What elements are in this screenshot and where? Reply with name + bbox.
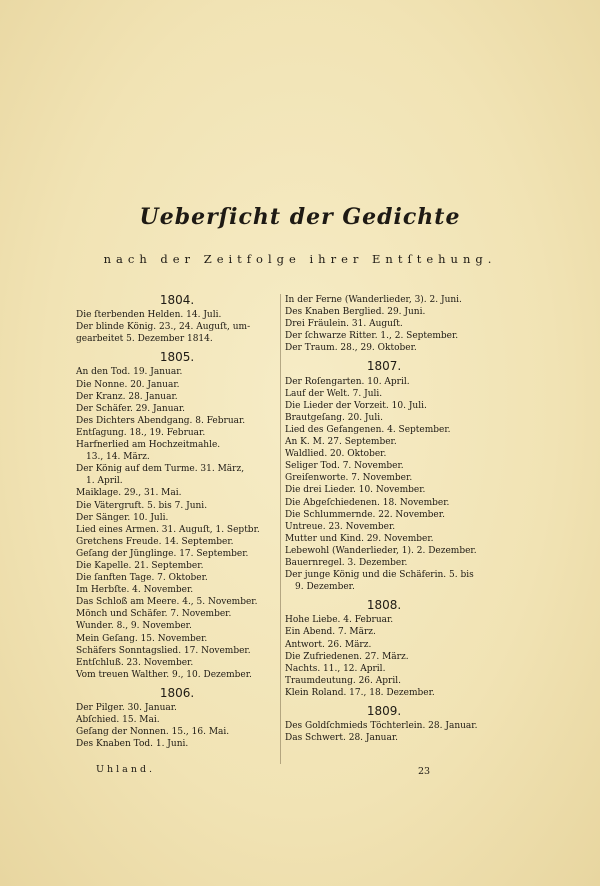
year-heading: 1809. xyxy=(366,704,402,718)
poem-entry: Lied eines Armen. 31. Auguſt, 1. Septbr. xyxy=(76,524,260,535)
poem-entry: Lauf der Welt. 7. Juli. xyxy=(285,388,383,399)
poem-entry: Der Kranz. 28. Januar. xyxy=(76,391,178,402)
year-heading: 1807. xyxy=(366,359,402,374)
column-divider xyxy=(280,294,281,764)
poem-entry: Die Zufriedenen. 27. März. xyxy=(285,651,409,662)
page-title: Ueberſicht der Gedichte xyxy=(139,204,461,230)
poem-entry: Die Vätergruft. 5. bis 7. Juni. xyxy=(76,500,208,511)
poem-entry: Wunder. 8., 9. November. xyxy=(76,621,192,632)
poem-entry: Harfnerlied am Hochzeitmahle. xyxy=(76,440,221,451)
poem-entry: An den Tod. 19. Januar. xyxy=(76,367,183,378)
poem-entry: Der Pilger. 30. Januar. xyxy=(76,703,177,713)
poem-entry: Der Schäfer. 29. Januar. xyxy=(76,403,186,414)
poem-entry: Die Kapelle. 21. September. xyxy=(76,560,204,571)
poem-entry: Mönch und Schäfer. 7. November. xyxy=(76,609,232,620)
poem-entry: Die Schlummernde. 22. November. xyxy=(285,509,445,520)
poem-entry: Geſang der Jünglinge. 17. September. xyxy=(76,548,249,559)
poem-entry: Der Traum. 28., 29. Oktober. xyxy=(285,343,417,354)
poem-entry: Entſchluß. 23. November. xyxy=(76,657,194,668)
right-column xyxy=(285,294,483,744)
year-heading: 1805. xyxy=(159,350,195,365)
footer-author: Uhland. xyxy=(96,764,156,775)
poem-entry: Schäfers Sonntagslied. 17. November. xyxy=(76,645,251,656)
poem-entry: Die Abgeſchiedenen. 18. November. xyxy=(285,497,450,508)
poem-entry: Abſchied. 15. Mai. xyxy=(76,715,160,726)
year-heading: 1808. xyxy=(366,598,402,613)
poem-entry: 9. Dezember. xyxy=(295,582,355,593)
poem-entry: An K. M. 27. September. xyxy=(285,437,397,448)
poem-entry: Brautgeſang. 20. Juli. xyxy=(285,412,383,423)
poem-entry: Bauernregel. 3. Dezember. xyxy=(285,557,408,568)
poem-entry: Das Schwert. 28. Januar. xyxy=(285,733,399,744)
left-column xyxy=(76,294,278,750)
poem-entry: Gretchens Freude. 14. September. xyxy=(76,536,234,547)
poem-entry: Untreue. 23. November. xyxy=(285,521,396,532)
poem-entry: Ein Abend. 7. März. xyxy=(285,627,376,638)
poem-entry: Der König auf dem Turme. 31. März, xyxy=(76,464,245,475)
poem-entry: Antwort. 26. März. xyxy=(285,639,372,650)
poem-entry: Die drei Lieder. 10. November. xyxy=(285,485,426,496)
year-heading: 1806. xyxy=(159,685,195,700)
poem-entry: Maiklage. 29., 31. Mai. xyxy=(76,488,182,499)
poem-entry: Lied des Gefangenen. 4. September. xyxy=(285,424,451,435)
poem-entry: Der junge König und die Schäferin. 5. bis xyxy=(285,570,474,581)
poem-entry: Die ſterbenden Helden. 14. Juli. xyxy=(76,310,222,321)
poem-entry: Die Lieder der Vorzeit. 10. Juli. xyxy=(285,400,427,411)
poem-entry: Des Dichters Abendgang. 8. Februar. xyxy=(76,415,246,426)
poem-entry: Die Nonne. 20. Januar. xyxy=(76,379,180,390)
poem-entry: Des Goldſchmieds Töchterlein. 28. Januar. xyxy=(285,721,478,732)
poem-entry: Im Herbſte. 4. November. xyxy=(76,585,194,596)
poem-entry: In der Ferne (Wanderlieder, 3). 2. Juni. xyxy=(285,295,462,305)
poem-entry: Entſagung. 18., 19. Februar. xyxy=(76,427,206,438)
year-heading: 1804. xyxy=(159,293,195,307)
poem-entry: Mutter und Kind. 29. November. xyxy=(285,533,434,544)
poem-entry: Der Sänger. 10. Juli. xyxy=(76,512,169,523)
poem-entry: Mein Geſang. 15. November. xyxy=(76,633,208,644)
poem-entry: Der Roſengarten. 10. April. xyxy=(285,376,410,387)
poem-entry: Der ſchwarze Ritter. 1., 2. September. xyxy=(285,331,459,342)
poem-entry: Waldlied. 20. Oktober. xyxy=(285,449,387,460)
poem-entry: Drei Fräulein. 31. Auguſt. xyxy=(285,319,403,330)
poem-entry: Vom treuen Walther. 9., 10. Dezember. xyxy=(76,669,252,680)
poem-entry: Nachts. 11., 12. April. xyxy=(285,663,386,674)
page-subtitle: nach der Zeitfolge ihrer Entſtehung. xyxy=(103,252,497,266)
poem-entry: Des Knaben Tod. 1. Juni. xyxy=(76,739,189,750)
poem-entry: 1. April. xyxy=(86,476,123,487)
poem-entry: gearbeitet 5. Dezember 1814. xyxy=(76,334,213,345)
poem-entry: Die ſanften Tage. 7. Oktober. xyxy=(76,573,208,584)
poem-entry: Klein Roland. 17., 18. Dezember. xyxy=(285,687,435,698)
poem-entry: 13., 14. März. xyxy=(86,452,150,463)
poem-entry: Hohe Liebe. 4. Februar. xyxy=(285,615,394,626)
poem-entry: Seliger Tod. 7. November. xyxy=(285,461,404,472)
poem-entry: Greiſenworte. 7. November. xyxy=(285,473,413,484)
poem-entry: Traumdeutung. 26. April. xyxy=(285,675,401,686)
poem-entry: Geſang der Nonnen. 15., 16. Mai. xyxy=(76,727,230,738)
page-number: 23 xyxy=(418,766,431,777)
poem-entry: Der blinde König. 23., 24. Auguſt, um- xyxy=(76,322,251,333)
poem-entry: Das Schloß am Meere. 4., 5. November. xyxy=(76,597,258,608)
poem-entry: Lebewohl (Wanderlieder, 1). 2. Dezember. xyxy=(285,545,477,556)
poem-entry: Des Knaben Berglied. 29. Juni. xyxy=(285,307,426,318)
